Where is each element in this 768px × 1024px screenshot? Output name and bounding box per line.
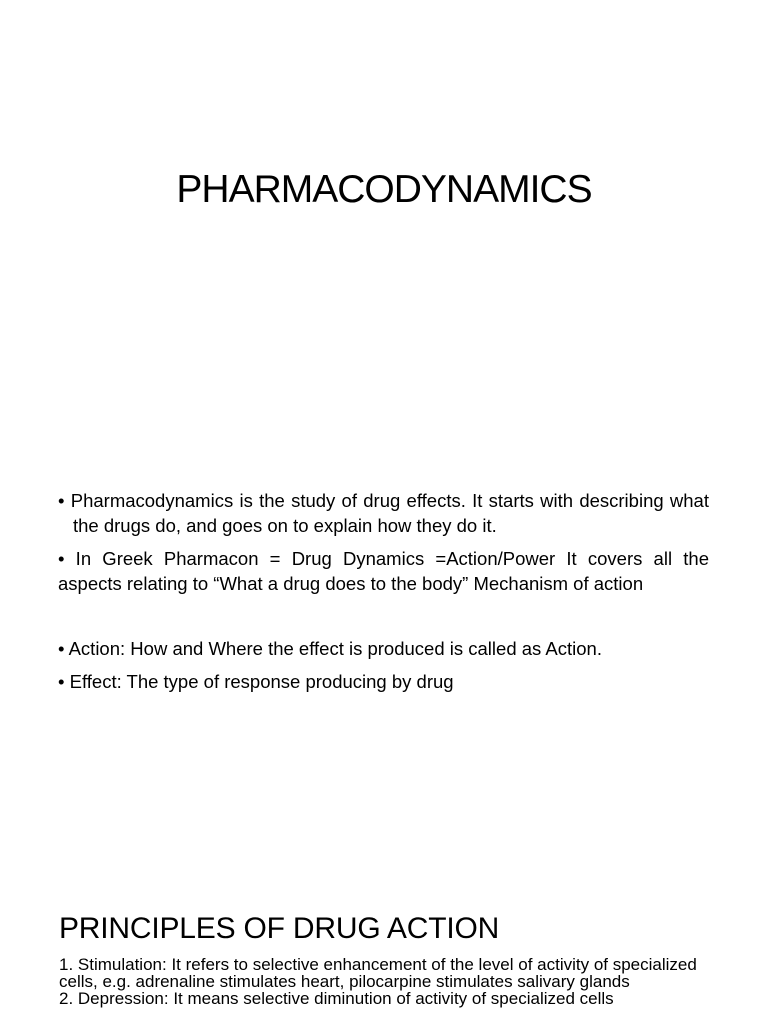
bullet-item-greek-origin: • In Greek Pharmacon = Drug Dynamics =Action/Power It covers all the aspects relating to “What a drug does to the body” Mechanism of action [58, 548, 709, 594]
slide-title [0, 0, 768, 432]
principle-item-stimulation: 1. Stimulation: It refers to selective enhancement of the level of activity of specialized cells, e.g. adrenaline stimulates heart, pilocarpine stimulates salivary glands [59, 955, 697, 991]
slide-title-heading: PHARMACODYNAMICS [176, 168, 592, 211]
slide-definitions [0, 432, 768, 864]
bullet-item-action: • Action: How and Where the effect is produced is called as Action. [58, 638, 602, 659]
slide-principles [0, 864, 768, 1024]
principle-item-depression: 2. Depression: It means selective diminution of activity of specialized cells [59, 989, 614, 1008]
principles-list [59, 956, 709, 1007]
definition-bullet-list [58, 489, 709, 694]
bullet-item-effect: • Effect: The type of response producing by drug [58, 670, 454, 692]
bullet-item-pharmacodynamics: • Pharmacodynamics is the study of drug effects. It starts with describing what the drugs do, and goes on to explain how they do it. [58, 490, 709, 536]
principles-heading: PRINCIPLES OF DRUG ACTION [59, 912, 500, 945]
